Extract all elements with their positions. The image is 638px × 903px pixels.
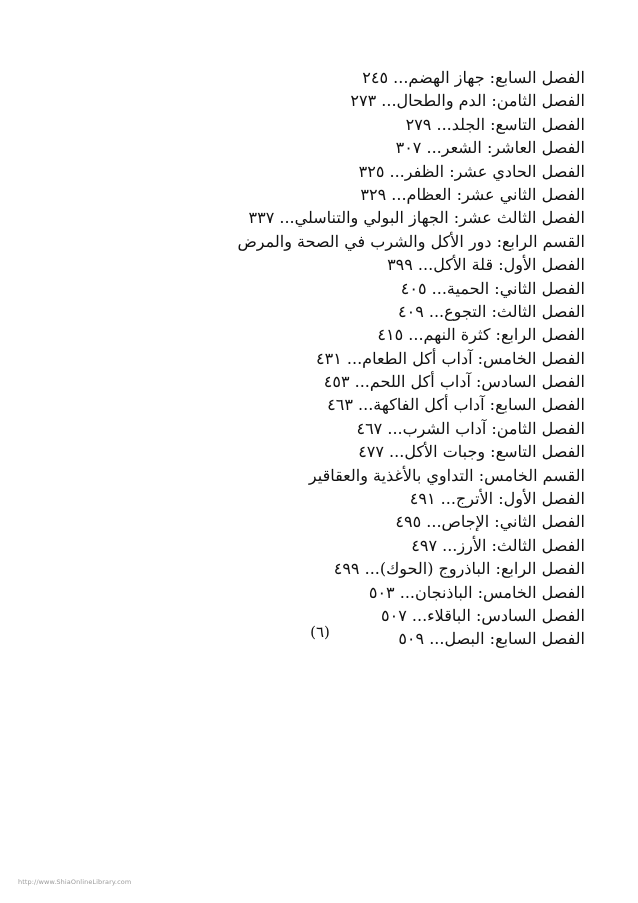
page-number: (٦) [310, 623, 330, 641]
toc-entry: الفصل الثالث عشر: الجهاز البولي والتناسلي... ٣٣٧ [248, 208, 585, 228]
source-url-watermark: http://www.ShiaOnlineLibrary.com [18, 878, 132, 886]
toc-entry: الفصل الثامن: الدم والطحال... ٢٧٣ [350, 91, 585, 111]
toc-entry: الفصل السابع: البصل... ٥٠٩ [398, 629, 585, 649]
toc-entry: الفصل التاسع: الجلد... ٢٧٩ [405, 114, 585, 134]
toc-entry: الفصل الثامن: آداب الشرب... ٤٦٧ [356, 418, 585, 438]
table-of-contents [150, 66, 585, 651]
toc-entry: الفصل الخامس: آداب أكل الطعام... ٤٣١ [316, 348, 585, 368]
toc-entry: الفصل الثاني: الحمية... ٤٠٥ [400, 278, 585, 298]
toc-entry: الفصل السادس: آداب أكل اللحم... ٤٥٣ [323, 372, 585, 392]
toc-entry: الفصل العاشر: الشعر... ٣٠٧ [395, 138, 585, 158]
toc-entry: الفصل الأول: الأترج... ٤٩١ [409, 489, 585, 509]
toc-entry: الفصل الثالث: الأرز... ٤٩٧ [411, 535, 585, 555]
toc-entry: الفصل الثاني عشر: العظام... ٣٢٩ [360, 184, 585, 204]
toc-entry: الفصل التاسع: وجبات الأكل... ٤٧٧ [358, 442, 585, 462]
toc-entry: الفصل السابع: آداب أكل الفاكهة... ٤٦٣ [327, 395, 585, 415]
toc-entry: الفصل الخامس: الباذنجان... ٥٠٣ [368, 582, 585, 602]
toc-entry: الفصل الرابع: الباذروج (الحوك)... ٤٩٩ [333, 559, 585, 579]
toc-section-heading: القسم الرابع: دور الأكل والشرب في الصحة والمرض [237, 231, 585, 251]
toc-entry: الفصل الأول: قلة الأكل... ٣٩٩ [387, 255, 585, 275]
toc-entry: الفصل السابع: جهاز الهضم... ٢٤٥ [362, 68, 585, 87]
toc-entry: الفصل السادس: الباقلاء... ٥٠٧ [381, 605, 585, 625]
toc-entry: الفصل الحادي عشر: الظفر... ٣٢٥ [358, 161, 585, 181]
toc-entry: الفصل الرابع: كثرة النهم... ٤١٥ [377, 325, 585, 345]
toc-entry: الفصل الثاني: الإجاص... ٤٩٥ [395, 512, 585, 532]
toc-entry: الفصل الثالث: التجوع... ٤٠٩ [398, 301, 585, 321]
toc-section-heading: القسم الخامس: التداوي بالأغذية والعقاقير [308, 465, 585, 485]
